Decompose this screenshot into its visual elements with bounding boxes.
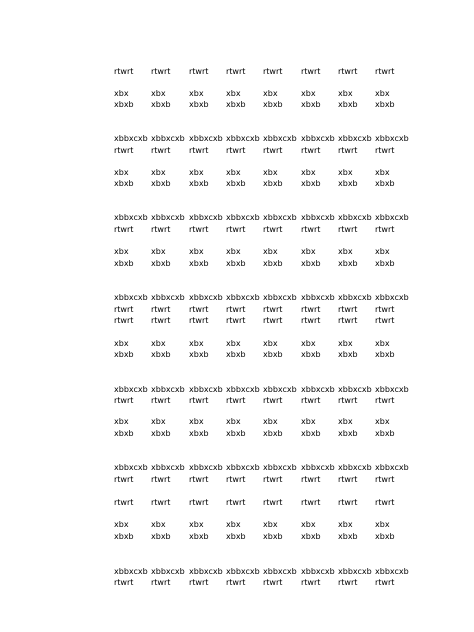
text-line — [114, 315, 434, 326]
text-cell: rtwrt — [301, 475, 321, 484]
text-cell: xbx — [226, 520, 241, 529]
text-cell: rtwrt — [189, 146, 209, 155]
text-cell: xbx — [375, 89, 390, 98]
text-cell: xbbxcxb — [189, 213, 223, 222]
text-cell: xbbxcxb — [151, 385, 185, 394]
text-cell: xbx — [301, 247, 316, 256]
text-line — [114, 566, 434, 577]
text-cell: rtwrt — [375, 498, 395, 507]
text-cell: xbxb — [263, 429, 283, 438]
text-cell: rtwrt — [301, 146, 321, 155]
text-cell: rtwrt — [226, 578, 246, 587]
text-cell: rtwrt — [263, 316, 283, 325]
text-cell: rtwrt — [189, 305, 209, 314]
text-cell: xbbxcxb — [375, 385, 409, 394]
text-cell: rtwrt — [338, 305, 358, 314]
text-cell: xbbxcxb — [151, 134, 185, 143]
text-cell: xbxb — [114, 100, 134, 109]
text-cell: rtwrt — [151, 578, 171, 587]
text-cell: xbbxcxb — [189, 385, 223, 394]
text-cell: xbxb — [226, 259, 246, 268]
text-cell: xbbxcxb — [338, 463, 372, 472]
text-cell: xbx — [151, 247, 166, 256]
text-cell: xbx — [301, 89, 316, 98]
text-cell: xbxb — [338, 100, 358, 109]
text-cell: rtwrt — [114, 67, 134, 76]
text-cell: rtwrt — [189, 578, 209, 587]
text-cell: xbx — [263, 339, 278, 348]
text-line — [114, 66, 434, 77]
text-cell: rtwrt — [189, 498, 209, 507]
text-cell: xbx — [263, 247, 278, 256]
text-line — [114, 384, 434, 395]
text-line — [114, 338, 434, 349]
text-cell: xbbxcxb — [151, 213, 185, 222]
text-cell: xbbxcxb — [189, 293, 223, 302]
text-cell: xbx — [151, 89, 166, 98]
text-line — [114, 246, 434, 257]
text-cell: rtwrt — [151, 396, 171, 405]
text-cell: xbbxcxb — [301, 213, 335, 222]
text-cell: rtwrt — [301, 305, 321, 314]
text-cell: rtwrt — [114, 225, 134, 234]
text-cell: rtwrt — [226, 225, 246, 234]
text-cell: xbx — [189, 339, 204, 348]
text-cell: xbxb — [189, 532, 209, 541]
text-cell: xbxb — [338, 532, 358, 541]
text-cell: rtwrt — [114, 396, 134, 405]
text-cell: rtwrt — [338, 316, 358, 325]
text-cell: rtwrt — [114, 475, 134, 484]
text-cell: rtwrt — [263, 305, 283, 314]
text-cell: rtwrt — [151, 305, 171, 314]
text-cell: rtwrt — [338, 225, 358, 234]
text-cell: xbxb — [226, 350, 246, 359]
text-cell: xbx — [375, 339, 390, 348]
text-cell: xbbxcxb — [301, 463, 335, 472]
text-line — [114, 349, 434, 360]
text-cell: xbx — [189, 89, 204, 98]
text-cell: rtwrt — [226, 475, 246, 484]
text-cell: xbbxcxb — [226, 293, 260, 302]
text-cell: rtwrt — [151, 146, 171, 155]
text-cell: xbx — [189, 247, 204, 256]
text-cell: xbx — [375, 520, 390, 529]
text-cell: xbxb — [114, 532, 134, 541]
text-cell: xbx — [338, 89, 353, 98]
text-cell: xbbxcxb — [114, 213, 148, 222]
text-cell: rtwrt — [189, 67, 209, 76]
text-cell: xbbxcxb — [151, 293, 185, 302]
text-cell: xbxb — [301, 179, 321, 188]
text-line — [114, 133, 434, 144]
text-cell: rtwrt — [226, 498, 246, 507]
text-cell: xbxb — [114, 179, 134, 188]
text-cell: rtwrt — [338, 498, 358, 507]
text-line — [114, 258, 434, 269]
text-cell: rtwrt — [114, 316, 134, 325]
text-cell: rtwrt — [301, 396, 321, 405]
text-cell: xbxb — [151, 532, 171, 541]
text-line — [114, 292, 434, 303]
text-cell: xbx — [301, 168, 316, 177]
text-cell: rtwrt — [226, 146, 246, 155]
text-cell: xbxb — [263, 259, 283, 268]
text-cell: rtwrt — [375, 146, 395, 155]
text-cell: xbxb — [338, 179, 358, 188]
text-cell: xbxb — [375, 350, 395, 359]
text-cell: xbxb — [114, 350, 134, 359]
text-cell: xbx — [114, 168, 129, 177]
text-cell: xbxb — [151, 350, 171, 359]
text-cell: xbx — [226, 339, 241, 348]
text-cell: xbxb — [189, 100, 209, 109]
text-cell: rtwrt — [375, 578, 395, 587]
text-cell: xbbxcxb — [151, 567, 185, 576]
text-cell: xbbxcxb — [114, 134, 148, 143]
text-line — [114, 497, 434, 508]
text-cell: rtwrt — [114, 578, 134, 587]
text-cell: xbx — [189, 417, 204, 426]
text-line — [114, 531, 434, 542]
text-line — [114, 462, 434, 473]
text-cell: xbbxcxb — [338, 567, 372, 576]
text-cell: rtwrt — [114, 498, 134, 507]
text-cell: rtwrt — [189, 316, 209, 325]
text-cell: rtwrt — [301, 316, 321, 325]
text-cell: xbbxcxb — [338, 134, 372, 143]
text-cell: xbx — [338, 168, 353, 177]
text-line — [114, 145, 434, 156]
text-cell: xbx — [263, 89, 278, 98]
text-cell: rtwrt — [189, 475, 209, 484]
text-cell: rtwrt — [151, 67, 171, 76]
text-line — [114, 88, 434, 99]
text-cell: xbbxcxb — [375, 293, 409, 302]
text-cell: xbxb — [301, 259, 321, 268]
text-cell: xbxb — [151, 429, 171, 438]
text-cell: rtwrt — [189, 396, 209, 405]
text-cell: xbxb — [338, 259, 358, 268]
text-cell: rtwrt — [114, 146, 134, 155]
text-cell: rtwrt — [301, 67, 321, 76]
text-cell: xbxb — [263, 350, 283, 359]
text-cell: xbxb — [189, 429, 209, 438]
text-cell: rtwrt — [338, 146, 358, 155]
text-cell: xbx — [189, 168, 204, 177]
text-cell: xbx — [263, 417, 278, 426]
text-line — [114, 577, 434, 588]
text-cell: xbx — [226, 247, 241, 256]
text-cell: xbbxcxb — [301, 385, 335, 394]
text-cell: xbx — [338, 520, 353, 529]
text-cell: xbbxcxb — [375, 567, 409, 576]
text-cell: xbbxcxb — [338, 293, 372, 302]
text-line — [114, 304, 434, 315]
text-cell: rtwrt — [375, 316, 395, 325]
text-cell: xbx — [301, 417, 316, 426]
text-cell: xbbxcxb — [114, 293, 148, 302]
text-line — [114, 428, 434, 439]
text-cell: xbbxcxb — [189, 463, 223, 472]
text-cell: xbxb — [375, 259, 395, 268]
text-cell: xbxb — [151, 179, 171, 188]
text-cell: xbbxcxb — [114, 567, 148, 576]
text-cell: rtwrt — [375, 396, 395, 405]
text-cell: rtwrt — [263, 396, 283, 405]
text-cell: rtwrt — [226, 396, 246, 405]
text-cell: rtwrt — [226, 305, 246, 314]
text-cell: rtwrt — [375, 475, 395, 484]
text-cell: xbx — [375, 417, 390, 426]
text-cell: rtwrt — [301, 578, 321, 587]
text-cell: xbx — [189, 520, 204, 529]
text-cell: rtwrt — [375, 225, 395, 234]
text-cell: rtwrt — [263, 146, 283, 155]
text-cell: xbx — [226, 89, 241, 98]
text-cell: xbx — [114, 89, 129, 98]
text-cell: xbbxcxb — [114, 463, 148, 472]
text-cell: rtwrt — [263, 67, 283, 76]
text-cell: xbxb — [226, 100, 246, 109]
text-cell: xbx — [114, 247, 129, 256]
text-cell: xbxb — [263, 100, 283, 109]
text-cell: xbbxcxb — [226, 385, 260, 394]
text-cell: xbx — [338, 339, 353, 348]
text-cell: xbxb — [114, 429, 134, 438]
text-cell: rtwrt — [338, 67, 358, 76]
text-cell: xbxb — [301, 429, 321, 438]
text-cell: xbxb — [263, 179, 283, 188]
text-cell: xbbxcxb — [375, 213, 409, 222]
text-line — [114, 416, 434, 427]
text-cell: xbx — [151, 417, 166, 426]
text-cell: rtwrt — [263, 578, 283, 587]
text-cell: xbxb — [114, 259, 134, 268]
text-cell: xbbxcxb — [301, 567, 335, 576]
text-cell: rtwrt — [338, 396, 358, 405]
text-cell: xbbxcxb — [338, 385, 372, 394]
text-cell: xbx — [375, 168, 390, 177]
text-cell: rtwrt — [114, 305, 134, 314]
text-cell: xbxb — [263, 532, 283, 541]
text-cell: rtwrt — [338, 578, 358, 587]
text-cell: xbx — [151, 520, 166, 529]
text-cell: xbxb — [338, 350, 358, 359]
text-cell: xbbxcxb — [151, 463, 185, 472]
text-cell: xbx — [301, 520, 316, 529]
text-cell: xbx — [151, 168, 166, 177]
text-cell: xbbxcxb — [226, 134, 260, 143]
text-cell: xbxb — [226, 179, 246, 188]
text-line — [114, 474, 434, 485]
text-line — [114, 167, 434, 178]
text-cell: xbbxcxb — [338, 213, 372, 222]
text-cell: xbbxcxb — [226, 463, 260, 472]
text-cell: rtwrt — [375, 305, 395, 314]
text-line — [114, 224, 434, 235]
text-cell: xbbxcxb — [189, 134, 223, 143]
text-cell: xbbxcxb — [226, 567, 260, 576]
text-cell: xbxb — [151, 259, 171, 268]
text-cell: xbxb — [301, 532, 321, 541]
text-cell: xbxb — [301, 100, 321, 109]
text-cell: xbbxcxb — [263, 213, 297, 222]
text-cell: xbxb — [226, 532, 246, 541]
text-cell: rtwrt — [226, 316, 246, 325]
text-cell: xbxb — [189, 350, 209, 359]
text-line — [114, 178, 434, 189]
text-cell: rtwrt — [151, 225, 171, 234]
text-cell: xbxb — [301, 350, 321, 359]
text-cell: xbx — [375, 247, 390, 256]
text-cell: rtwrt — [263, 475, 283, 484]
text-cell: xbx — [338, 247, 353, 256]
text-cell: rtwrt — [338, 475, 358, 484]
text-cell: xbbxcxb — [263, 385, 297, 394]
text-line — [114, 519, 434, 530]
text-cell: xbx — [114, 520, 129, 529]
text-cell: xbx — [301, 339, 316, 348]
text-cell: rtwrt — [151, 498, 171, 507]
text-cell: rtwrt — [263, 498, 283, 507]
text-cell: xbbxcxb — [189, 567, 223, 576]
text-cell: xbbxcxb — [263, 134, 297, 143]
text-cell: xbbxcxb — [226, 213, 260, 222]
text-cell: rtwrt — [226, 67, 246, 76]
text-cell: rtwrt — [189, 225, 209, 234]
text-cell: rtwrt — [263, 225, 283, 234]
text-cell: xbxb — [226, 429, 246, 438]
text-cell: xbxb — [375, 179, 395, 188]
text-cell: rtwrt — [375, 67, 395, 76]
text-cell: xbxb — [151, 100, 171, 109]
text-cell: rtwrt — [301, 225, 321, 234]
text-cell: xbx — [263, 168, 278, 177]
text-cell: xbx — [263, 520, 278, 529]
text-cell: xbx — [114, 339, 129, 348]
text-line — [114, 99, 434, 110]
text-cell: xbx — [338, 417, 353, 426]
text-cell: xbxb — [375, 100, 395, 109]
text-cell: xbbxcxb — [263, 463, 297, 472]
text-line — [114, 212, 434, 223]
text-cell: rtwrt — [301, 498, 321, 507]
text-cell: xbbxcxb — [375, 463, 409, 472]
text-cell: xbxb — [375, 532, 395, 541]
text-cell: rtwrt — [151, 316, 171, 325]
text-cell: xbbxcxb — [375, 134, 409, 143]
text-cell: xbx — [226, 417, 241, 426]
text-cell: xbx — [114, 417, 129, 426]
text-line — [114, 395, 434, 406]
text-cell: xbbxcxb — [301, 134, 335, 143]
text-cell: xbbxcxb — [263, 293, 297, 302]
text-cell: xbbxcxb — [263, 567, 297, 576]
text-cell: xbx — [151, 339, 166, 348]
text-cell: xbx — [226, 168, 241, 177]
text-cell: xbbxcxb — [301, 293, 335, 302]
text-cell: xbxb — [189, 179, 209, 188]
text-cell: xbxb — [338, 429, 358, 438]
text-cell: xbxb — [375, 429, 395, 438]
text-cell: rtwrt — [151, 475, 171, 484]
text-cell: xbbxcxb — [114, 385, 148, 394]
text-cell: xbxb — [189, 259, 209, 268]
